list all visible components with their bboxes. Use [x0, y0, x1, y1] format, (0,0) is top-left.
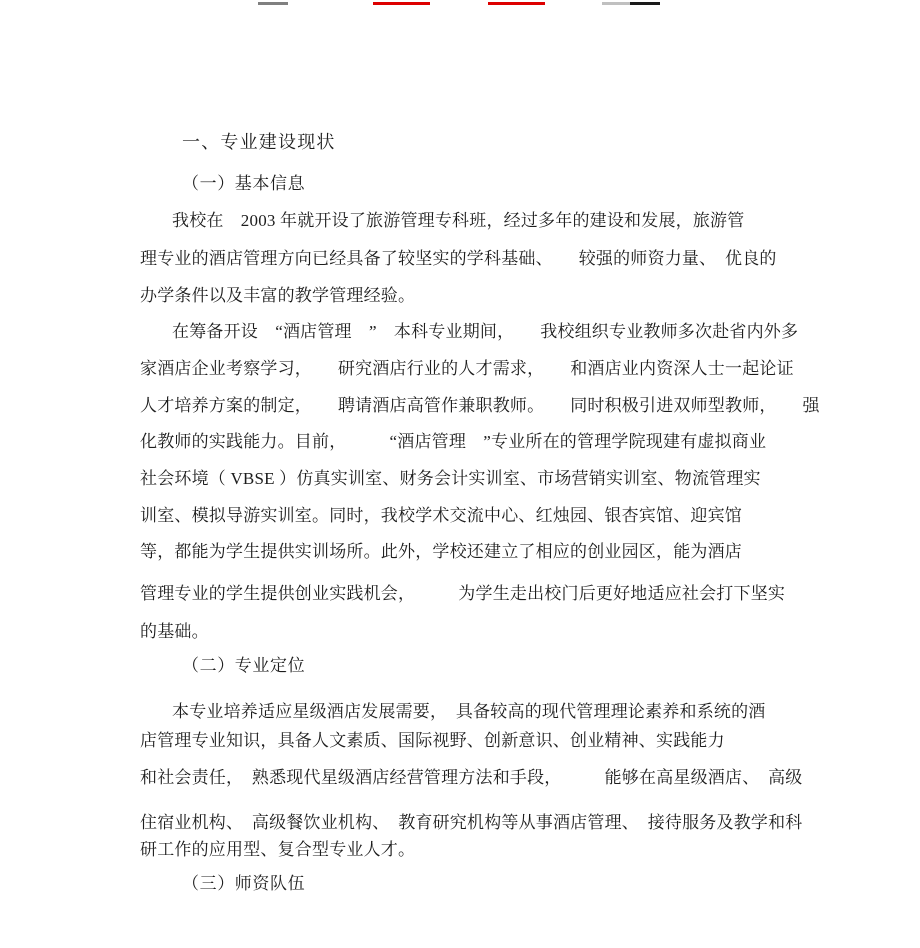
paragraph-line: 社会环境（ VBSE ）仿真实训室、财务会计实训室、市场营销实训室、物流管理实 [140, 469, 761, 488]
paragraph-line: 管理专业的学生提供创业实践机会， 为学生走出校门后更好地适应社会打下坚实 [140, 584, 786, 603]
paragraph-line: 家酒店企业考察学习， 研究酒店行业的人才需求， 和酒店业内资深人士一起论证 [140, 359, 794, 378]
paragraph-line: 化教师的实践能力。目前， “酒店管理 ”专业所在的管理学院现建有虚拟商业 [140, 432, 767, 451]
paragraph-line: 训室、模拟导游实训室。同时，我校学术交流中心、红烛园、银杏宾馆、迎宾馆 [140, 506, 742, 525]
paragraph-line: 在筹备开设 “酒店管理 ” 本科专业期间， 我校组织专业教师多次赴省内外多 [172, 322, 799, 341]
paragraph-line: 理专业的酒店管理方向已经具备了较坚实的学科基础、 较强的师资力量、 优良的 [140, 249, 777, 268]
paragraph-line: 办学条件以及丰富的教学管理经验。 [140, 286, 416, 305]
section-heading-1: 一、专业建设现状 [182, 132, 336, 152]
subheading-2: （二）专业定位 [182, 656, 306, 675]
silver-underline-fragment [602, 2, 630, 5]
paragraph-line: 的基础。 [140, 622, 209, 641]
black-underline-fragment [630, 2, 660, 5]
gray-underline-fragment [258, 2, 288, 5]
paragraph-line: 我校在 2003 年就开设了旅游管理专科班，经过多年的建设和发展，旅游管 [172, 211, 745, 230]
paragraph-line: 店管理专业知识，具备人文素质、国际视野、创新意识、创业精神、实践能力 [140, 731, 725, 750]
red-underline-fragment-2 [488, 2, 545, 5]
paragraph-line: 等，都能为学生提供实训场所。此外，学校还建立了相应的创业园区，能为酒店 [140, 542, 742, 561]
paragraph-line: 住宿业机构、 高级餐饮业机构、 教育研究机构等从事酒店管理、 接待服务及教学和科 [140, 813, 803, 832]
paragraph-line: 人才培养方案的制定， 聘请酒店高管作兼职教师。 同时积极引进双师型教师， 强 [140, 396, 820, 415]
paragraph-line: 和社会责任， 熟悉现代星级酒店经营管理方法和手段， 能够在高星级酒店、 高级 [140, 768, 803, 787]
paragraph-line: 本专业培养适应星级酒店发展需要， 具备较高的现代管理理论素养和系统的酒 [172, 702, 766, 721]
red-underline-fragment-1 [373, 2, 430, 5]
subheading-1: （一）基本信息 [182, 174, 306, 193]
subheading-3: （三）师资队伍 [182, 874, 306, 893]
paragraph-line: 研工作的应用型、复合型专业人才。 [140, 840, 416, 859]
